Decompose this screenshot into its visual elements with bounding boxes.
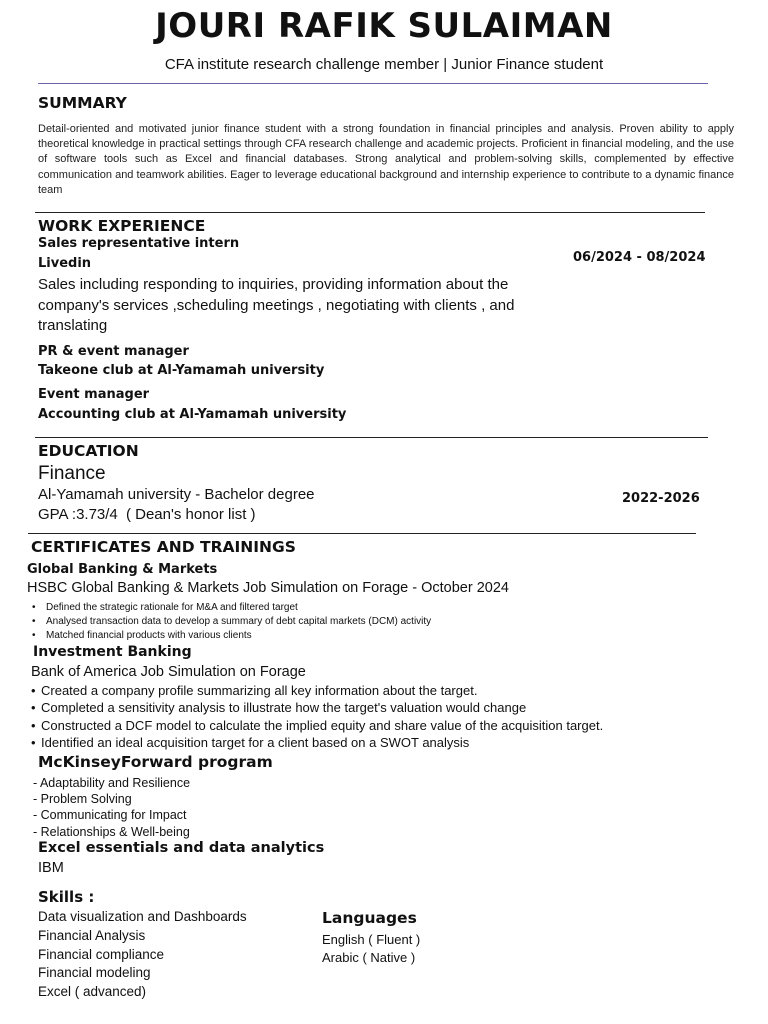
job2-org: Takeone club at Al-Yamamah university [38, 363, 325, 378]
list-item: • Identified an ideal acquisition target for a client based on a SWOT analysis [31, 734, 470, 750]
list-item: • Constructed a DCF model to calculate the implied equity and share value of the acquisition target. [31, 717, 604, 733]
list-item: Financial compliance [38, 946, 165, 962]
education-field: Finance [38, 463, 106, 484]
job2-title: PR & event manager [38, 344, 189, 359]
list-item: English ( Fluent ) [322, 932, 421, 947]
job3-title: Event manager [38, 387, 150, 402]
list-item: Financial modeling [38, 965, 151, 981]
skills-list [38, 908, 247, 1002]
education-honor: ( Dean's honor list ) [125, 506, 256, 523]
job1-title: Sales representative intern [38, 236, 240, 251]
list-item: Data visualization and Dashboards [38, 909, 247, 924]
cert1-title: Global Banking & Markets [27, 562, 218, 577]
languages-heading: Languages [322, 909, 417, 927]
education-school: Al-Yamamah university - Bachelor degree [38, 486, 315, 503]
list-item: - Relationships & Well-being [33, 824, 190, 839]
summary-divider [35, 212, 705, 213]
work-divider [35, 437, 708, 438]
list-item: • Matched financial products with various clients [32, 630, 252, 641]
cert3-title: McKinseyForward program [38, 753, 273, 771]
education-years: 2022-2026 [622, 491, 700, 506]
tagline: CFA institute research challenge member | Junior Finance student [164, 56, 604, 73]
job1-description: Sales including responding to inquiries, providing information about the company's services ,scheduling meetings , negotiating with clients , and translating [38, 276, 515, 334]
list-item: Financial Analysis [38, 927, 146, 943]
education-heading: EDUCATION [38, 442, 139, 460]
education-divider [28, 533, 696, 534]
cert3-list [33, 775, 190, 840]
list-item: Excel ( advanced) [38, 984, 147, 1000]
cert4-description: IBM [38, 860, 64, 876]
education-gpa: GPA :3.73/4 [38, 506, 118, 523]
candidate-name: JOURI RAFIK SULAIMAN [155, 6, 613, 46]
education-gpa-line [38, 506, 256, 523]
job1-org: Livedin [38, 256, 92, 271]
job3-org: Accounting club at Al-Yamamah university [38, 407, 347, 422]
skills-heading: Skills : [38, 888, 95, 906]
cert2-list [31, 682, 603, 751]
list-item: - Communicating for Impact [33, 808, 187, 823]
list-item: • Completed a sensitivity analysis to illustrate how the target's valuation would change [31, 700, 527, 716]
cert2-description: Bank of America Job Simulation on Forage [31, 664, 306, 680]
cert2-title: Investment Banking [33, 644, 192, 660]
list-item: • Defined the strategic rationale for M&A and filtered target [32, 602, 298, 613]
cert1-description: HSBC Global Banking & Markets Job Simulation on Forage - October 2024 [27, 580, 509, 596]
list-item: Arabic ( Native ) [322, 949, 416, 965]
list-item: - Problem Solving [33, 792, 132, 807]
summary-heading: SUMMARY [38, 94, 127, 112]
list-item: - Adaptability and Resilience [33, 776, 191, 790]
job1-dates: 06/2024 - 08/2024 [573, 250, 706, 265]
summary-text: Detail-oriented and motivated junior finance student with a strong foundation in financial principles and analysis. Proven ability to apply theoretical knowledge in practical settings through CFA research challenge and academic projects. Proficient in financial modeling, and the use of software tools such as Excel and financial databases. Strong analytical and problem-solving skills, complemented by effective communication and teamwork abilities. Eager to leverage educational background and internship experience to contribute to a dynamic finance team [38, 123, 734, 196]
list-item: • Created a company profile summarizing all key information about the target. [31, 683, 478, 698]
work-heading: WORK EXPERIENCE [38, 217, 206, 235]
cert1-list [32, 601, 431, 643]
list-item: • Analysed transaction data to develop a summary of debt capital markets (DCM) activity [32, 616, 432, 627]
cert4-title: Excel essentials and data analytics [38, 840, 325, 856]
languages-list [322, 931, 420, 966]
certs-heading: CERTIFICATES AND TRAININGS [31, 538, 296, 556]
header-divider [38, 83, 708, 84]
